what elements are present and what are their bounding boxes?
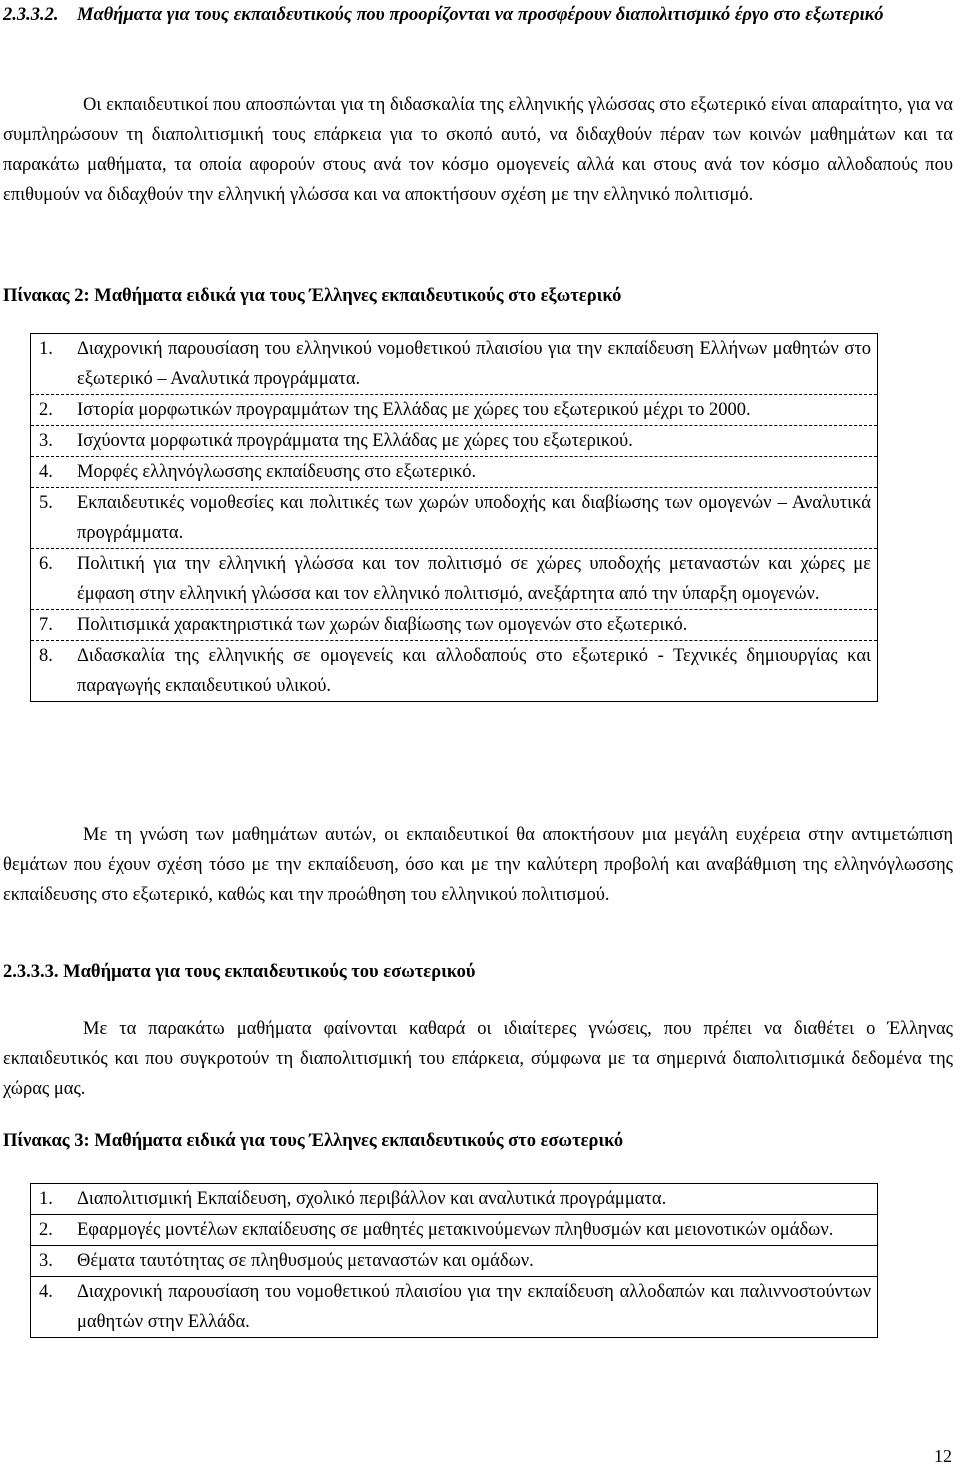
- section-number: 2.3.3.3.: [3, 962, 59, 982]
- row-number: 1.: [39, 1189, 53, 1209]
- page-number: 12: [934, 1446, 952, 1466]
- section-number: 2.3.3.2.: [3, 5, 59, 25]
- table-2: [30, 333, 878, 702]
- table-row: [31, 426, 877, 457]
- row-number: 5.: [39, 493, 53, 513]
- row-text: Ισχύοντα μορφωτικά προγράμματα της Ελλάδας με χώρες του εξωτερικού.: [77, 431, 633, 451]
- table-row: [31, 395, 877, 426]
- table-3: [30, 1183, 878, 1338]
- closing-paragraph: Με τη γνώση των μαθημάτων αυτών, οι εκπαιδευτικοί θα αποκτήσουν μια μεγάλη ευχέρεια στην αντιμετώπιση θεμάτων που έχουν σχέση τόσο με την εκπαίδευση, όσο και με την καλύτερη προβολή και αναβάθμιση της ελληνόγλωσσης εκπαίδευσης στο εξωτερικό, καθώς και την προώθηση του ελληνικού πολιτισμού.: [3, 825, 953, 905]
- row-text: Θέματα ταυτότητας σε πληθυσμούς μεταναστών και ομάδων.: [77, 1251, 534, 1271]
- table-row: [31, 1215, 877, 1246]
- row-number: 2.: [39, 1220, 53, 1240]
- table-3-caption: Πίνακας 3: Μαθήματα ειδικά για τους Έλληνες εκπαιδευτικούς στο εσωτερικό: [3, 1131, 624, 1151]
- section-title: Μαθήματα για τους εκπαιδευτικούς που προορίζονται να προσφέρουν διαπολιτισμικό έργο στο εξωτερικό: [77, 5, 884, 25]
- table-row: [31, 1246, 877, 1277]
- table-row: [31, 1277, 877, 1337]
- row-text: Διαπολιτισμική Εκπαίδευση, σχολικό περιβάλλον και αναλυτικά προγράμματα.: [77, 1189, 667, 1209]
- table-row: [31, 334, 877, 395]
- row-number: 6.: [39, 554, 53, 574]
- intro-paragraph: Οι εκπαιδευτικοί που αποσπώνται για τη διδασκαλία της ελληνικής γλώσσας στο εξωτερικό είναι απαραίτητο, για να συμπληρώσουν τη διαπολιτισμική τους επάρκεια για το σκοπό αυτό, να διδαχθούν πέραν των κοινών μαθημάτων και τα παρακάτω μαθήματα, τα οποία αφορούν στους ανά τον κόσμο ομογενείς αλλά και στους ανά τον κόσμο αλλοδαπούς που επιθυμούν να διδαχθούν την ελληνική γλώσσα και να αποκτήσουν σχέση με την ελληνικό πολιτισμό.: [3, 95, 953, 205]
- row-number: 4.: [39, 1282, 53, 1302]
- row-number: 1.: [39, 339, 53, 359]
- row-text: Ιστορία μορφωτικών προγραμμάτων της Ελλάδας με χώρες του εξωτερικού μέχρι το 2000.: [77, 400, 751, 420]
- section-heading-2-3-3-2: [3, 0, 953, 30]
- table-row: [31, 488, 877, 549]
- table-row: [31, 641, 877, 701]
- section-heading-2-3-3-3: [3, 957, 953, 987]
- section-paragraph: Με τα παρακάτω μαθήματα φαίνονται καθαρά οι ιδιαίτερες γνώσεις, που πρέπει να διαθέτει ο Έλληνας εκπαιδευτικός και που συγκροτούν τη διαπολιτισμική του επάρκεια, σύμφωνα με τα σημερινά διαπολιτισμικά δεδομένα της χώρας μας.: [3, 1019, 953, 1099]
- row-number: 2.: [39, 400, 53, 420]
- row-text: Πολιτισμικά χαρακτηριστικά των χωρών διαβίωσης των ομογενών στο εξωτερικό.: [77, 615, 688, 635]
- table-row: [31, 457, 877, 488]
- row-text: Πολιτική για την ελληνική γλώσσα και τον πολιτισμό σε χώρες υποδοχής μεταναστών και χώρες με έμφαση στην ελληνική γλώσσα και τον ελληνικό πολιτισμό, ανεξάρτητα από την ύπαρξη ομογενών.: [77, 554, 871, 604]
- closing-paragraph-block: [3, 820, 953, 910]
- row-number: 3.: [39, 1251, 53, 1271]
- table-row: [31, 549, 877, 610]
- row-number: 3.: [39, 431, 53, 451]
- table-row: [31, 1184, 877, 1215]
- row-text: Διδασκαλία της ελληνικής σε ομογενείς και αλλοδαπούς στο εξωτερικό - Τεχνικές δημιουργίας και παραγωγής εκπαιδευτικού υλικού.: [77, 646, 871, 696]
- row-text: Διαχρονική παρουσίαση του νομοθετικού πλαισίου για την εκπαίδευση αλλοδαπών και παλιννοστούντων μαθητών στην Ελλάδα.: [77, 1282, 871, 1332]
- row-text: Εφαρμογές μοντέλων εκπαίδευσης σε μαθητές μετακινούμενων πληθυσμών και μειονοτικών ομάδων.: [77, 1220, 834, 1240]
- section-title: Μαθήματα για τους εκπαιδευτικούς του εσωτερικού: [63, 962, 476, 982]
- row-number: 7.: [39, 615, 53, 635]
- row-text: Διαχρονική παρουσίαση του ελληνικού νομοθετικού πλαισίου για την εκπαίδευση Ελλήνων μαθητών στο εξωτερικό – Αναλυτικά προγράμματα.: [77, 339, 871, 389]
- row-number: 4.: [39, 462, 53, 482]
- table-2-caption: Πίνακας 2: Μαθήματα ειδικά για τους Έλληνες εκπαιδευτικούς στο εξωτερικό: [3, 286, 622, 306]
- section-2-3-3-3-paragraph-block: [3, 1014, 953, 1104]
- intro-paragraph-block: [3, 90, 953, 210]
- row-text: Εκπαιδευτικές νομοθεσίες και πολιτικές των χωρών υποδοχής και διαβίωσης των ομογενών – Αναλυτικά προγράμματα.: [77, 493, 871, 543]
- table-row: [31, 610, 877, 641]
- row-text: Μορφές ελληνόγλωσσης εκπαίδευσης στο εξωτερικό.: [77, 462, 477, 482]
- row-number: 8.: [39, 646, 53, 666]
